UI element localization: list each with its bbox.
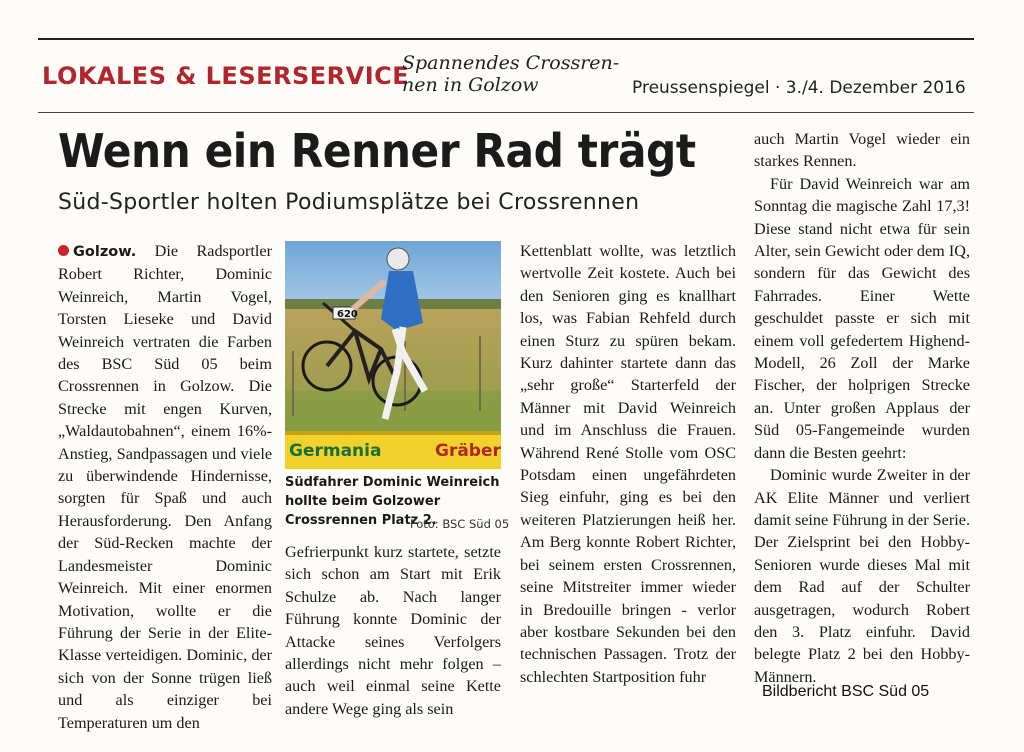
article-column-3 (520, 240, 736, 688)
banner-text-right: Gräber (435, 441, 501, 461)
byline: Bildbericht BSC Süd 05 (762, 683, 930, 700)
column-1-text: Die Radsportler Robert Richter, Dominic Weinreich, Martin Vogel, Torsten Lieseke und David Weinreich vertraten die Farben des BSC Süd 05 beim Crossrennen in Golzow. Die Strecke mit engen Kurven, „Waldautobahnen“, einem 16%-Anstieg, Sandpassagen und viele zu überwindende Hindernisse, sorgten für Spaß und auch Herausforderung. Den Anfang der Süd-Recken machte der Landesmeister Dominic Weinreich. Mit einer enormen Motivation, wollte er die Führung der Serie in der Elite-Klasse verteidigen. Dominic, der sich von der Sonne trügen ließ und als einziger bei Temperaturen um den (58, 242, 272, 732)
photo-caption: Südfahrer Dominic Weinreich hollte beim Golzower Crossrennen Platz 2. (285, 475, 500, 528)
column-4-paragraph-1: auch Martin Vogel wieder ein starkes Rennen. (754, 130, 970, 171)
dateline-bullet-icon (58, 245, 69, 256)
article-column-1 (58, 240, 272, 734)
column-4-paragraph-2: Für David Weinreich war am Sonntag die magische Zahl 17,3! Diese stand nicht etwa für sein Alter, sein Gewicht oder dem IQ, sondern für das Gewicht des Fahrrades. Einer Wette geschuldet passte er sich mit einem voll gefedertem Highend-Modell, 26 Zoll der Marke Fischer, der holprigen Strecke an. Unter großen Applaus der Süd 05-Fangemeinde wurden dann die Besten geehrt: (754, 174, 970, 462)
bib-number: 620 (337, 309, 358, 320)
article-column-4 (754, 128, 970, 688)
kicker: Spannendes Crossren-nen in Golzow (402, 52, 620, 96)
article-photo (285, 241, 501, 469)
article-column-2 (285, 541, 501, 720)
subheadline: Süd-Sportler holten Podiumsplätze bei Crossrennen (58, 190, 640, 215)
column-3-text: Kettenblatt wollte, was letztlich wertvolle Zeit kostete. Auch bei den Senioren ging es knallhart los, was Fabian Rehfeld durch einen Sturz zu spüren bekam. Kurz dahinter startete dann das „sehr große“ Starterfeld der Männer mit David Weinreich und im Anschluss die Frauen. Während René Stolle vom OSC Potsdam einen ungefährdeten Sieg einfuhr, ging es bei den weiteren Platzierungen heiß her. Am Berg konnte Robert Richter, bei seinem ersten Crossrennen, seine Mitstreiter immer wieder in Bredouille bringen - verlor aber kostbare Sekunden bei den technischen Passagen. Trotz der schlechten Startposition fuhr (520, 242, 736, 686)
cyclist-photo-illustration (285, 241, 501, 469)
column-4-paragraph-3: Dominic wurde Zweiter in der AK Elite Männer und verliert damit seine Führung in der Serie. Der Zielsprint bei den Hobby-Senioren wurde dieses Mal mit dem Rad auf der Schulter ausgetragen, wodurch Robert den 3. Platz einfuhr. David belegte Platz 2 bei den Hobby-Männern. (754, 466, 970, 686)
banner-text-left: Germania (289, 441, 382, 461)
header-rule (38, 112, 974, 113)
publication-info: Preussenspiegel · 3./4. Dezember 2016 (632, 78, 966, 98)
headline: Wenn ein Renner Rad trägt (58, 124, 696, 178)
top-rule (38, 38, 974, 40)
dateline: Golzow. (73, 244, 137, 260)
photo-credit: Foto: BSC Süd 05 (410, 517, 510, 531)
department-label: LOKALES & LESERSERVICE (42, 62, 410, 90)
column-2-text: Gefrierpunkt kurz startete, setzte sich schon am Start mit Erik Schulze ab. Nach langer Führung konnte Dominic der Attacke seines Verfolgers allerdings nicht mehr folgen – auch weil einmal seine Kette andere Wege ging als sein (285, 543, 501, 718)
